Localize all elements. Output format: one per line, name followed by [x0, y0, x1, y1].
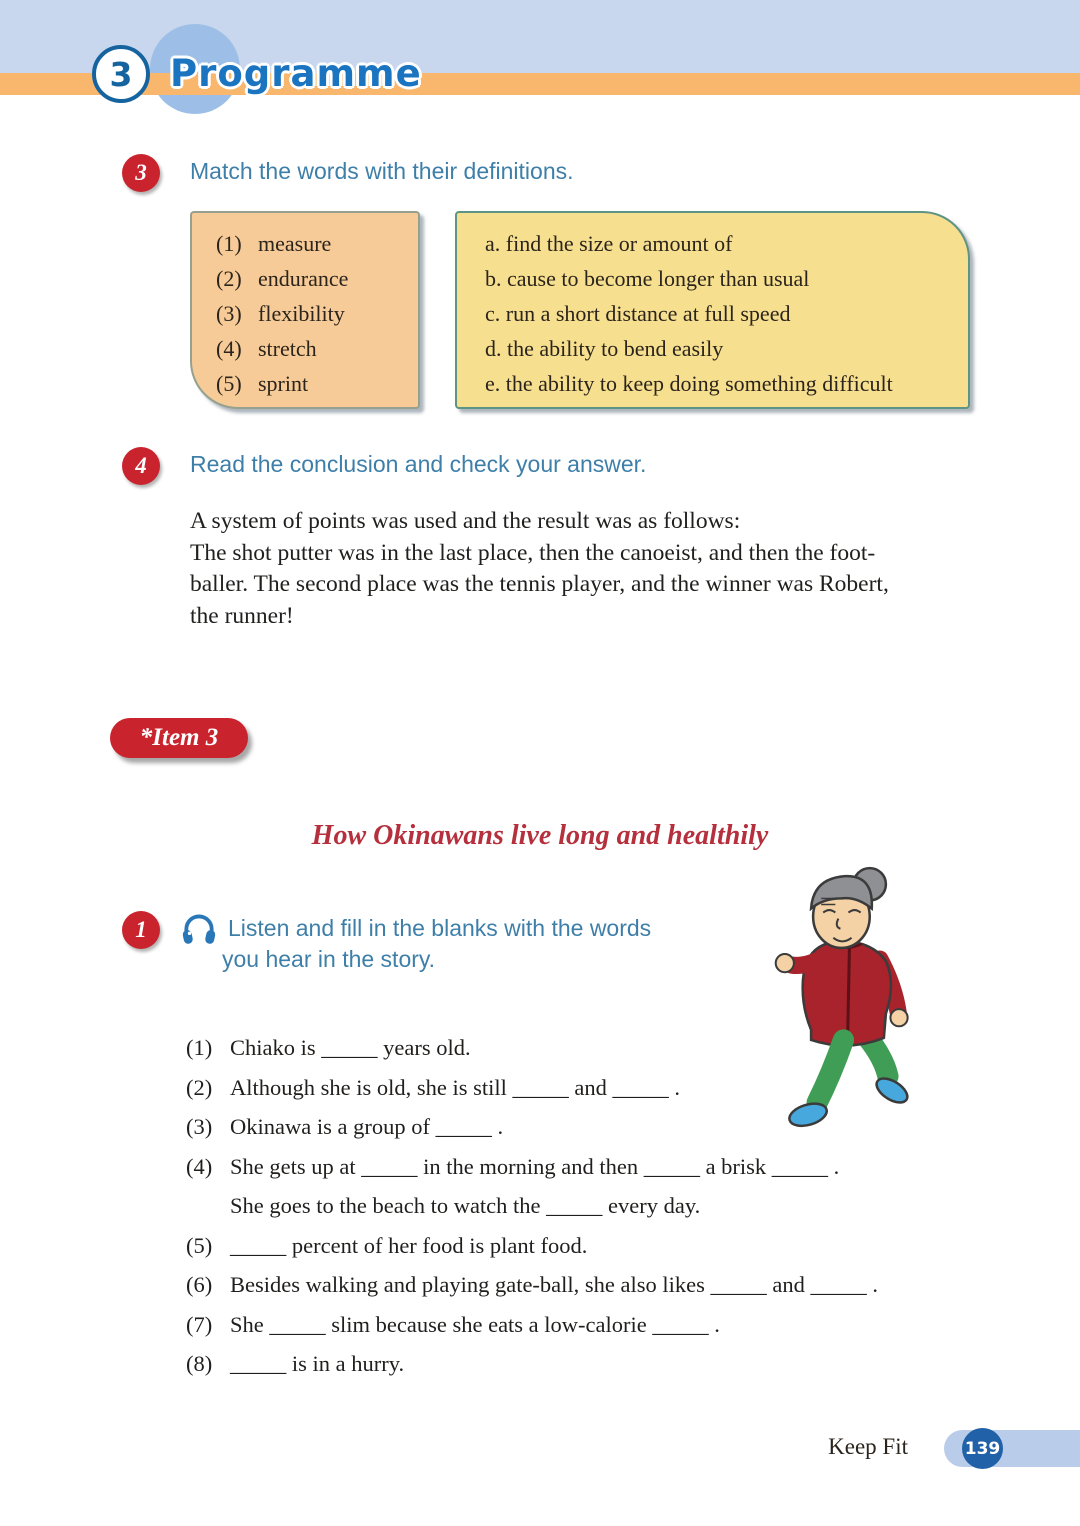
word-row [216, 296, 418, 331]
word-box [190, 211, 420, 409]
question-row [186, 1226, 1006, 1266]
definition-row: b. cause to become longer than usual [485, 266, 810, 291]
paragraph-line: A system of points was used and the result was as follows: [190, 508, 741, 534]
unit-number: 3 [109, 54, 133, 94]
headphones-icon [180, 908, 218, 946]
reading-title: How Okinawans live long and healthily [311, 820, 769, 851]
definition-row: e. the ability to keep doing something difficult [485, 371, 893, 396]
footer-page-circle [962, 1428, 1003, 1469]
question-row [186, 1344, 1006, 1384]
definition-box [455, 211, 970, 409]
question-text: Besides walking and playing gate-ball, she also likes _____ and _____ . [230, 1272, 879, 1297]
word-text: endurance [258, 266, 349, 291]
questions-list [186, 1028, 1006, 1384]
word-row [216, 366, 418, 401]
exercise3-number: 3 [135, 160, 147, 185]
word-row [216, 226, 418, 261]
question-text: She goes to the beach to watch the _____ every day. [230, 1193, 701, 1218]
question-row [186, 1265, 1006, 1305]
word-num: (1) [216, 231, 242, 256]
question-text: _____ percent of her food is plant food. [230, 1232, 588, 1258]
footer-section-label: Keep Fit [828, 1434, 908, 1459]
paragraph-line: baller. The second place was the tennis player, and the winner was Robert, [190, 571, 889, 597]
question-row [186, 1186, 1006, 1226]
exercise1-instruction [222, 913, 688, 975]
word-num: (4) [216, 336, 242, 361]
exercise1-number: 1 [135, 917, 147, 942]
exercise4-instruction: Read the conclusion and check your answer. [190, 451, 647, 477]
question-row [186, 1305, 1006, 1345]
item3-pill [110, 718, 248, 758]
unit-number-circle [92, 45, 150, 103]
question-number: (8) [186, 1351, 213, 1376]
question-number: (3) [186, 1114, 213, 1139]
question-text: Although she is old, she is still _____ and _____ . [230, 1074, 680, 1100]
exercise3-badge [122, 154, 160, 192]
unit-title: Programme [170, 52, 422, 95]
question-number: (6) [186, 1272, 213, 1297]
header-stripe [0, 73, 1080, 95]
word-num: (2) [216, 266, 242, 291]
question-row [186, 1147, 1006, 1187]
question-number: (2) [186, 1074, 213, 1100]
question-text: Okinawa is a group of _____ . [230, 1114, 504, 1139]
word-text: stretch [258, 336, 317, 361]
question-text: She _____ slim because she eats a low-calorie _____ . [230, 1311, 720, 1337]
definition-row: a. find the size or amount of [485, 231, 733, 256]
word-num: (5) [216, 371, 242, 396]
exercise1-instruction-line1: Listen and fill in the blanks with the words [228, 915, 652, 941]
word-row [216, 331, 418, 366]
question-text: _____ is in a hurry. [230, 1351, 405, 1376]
item3-label: *Item 3 [139, 724, 219, 751]
exercise3-instruction: Match the words with their definitions. [190, 158, 574, 184]
paragraph-line: the runner! [190, 602, 294, 629]
word-num: (3) [216, 301, 242, 326]
definition-row: d. the ability to bend easily [485, 336, 724, 361]
exercise4-number: 4 [135, 453, 147, 478]
question-text: She gets up at _____ in the morning and then _____ a brisk _____ . [230, 1153, 840, 1179]
question-number: (4) [186, 1153, 213, 1179]
question-row [186, 1028, 1006, 1068]
question-number: (7) [186, 1311, 213, 1337]
question-row [186, 1068, 1006, 1108]
question-row [186, 1107, 1006, 1147]
question-text: Chiako is _____ years old. [230, 1035, 471, 1060]
question-number: (5) [186, 1232, 213, 1258]
question-number: (1) [186, 1035, 213, 1060]
definition-row: c. run a short distance at full speed [485, 301, 791, 326]
footer-page-number: 139 [964, 1438, 1001, 1459]
word-text: flexibility [258, 301, 345, 326]
conclusion-paragraph [190, 506, 1000, 632]
paragraph-line: The shot putter was in the last place, then the canoeist, and then the foot- [190, 539, 876, 566]
word-text: measure [258, 231, 332, 256]
exercise1-instruction-line2: you hear in the story. [222, 946, 436, 972]
word-row [216, 261, 418, 296]
exercise1-badge [122, 911, 160, 949]
footer-page-pill [944, 1430, 1080, 1467]
question-number [186, 1186, 230, 1226]
exercise4-badge [122, 447, 160, 485]
word-text: sprint [258, 371, 309, 396]
